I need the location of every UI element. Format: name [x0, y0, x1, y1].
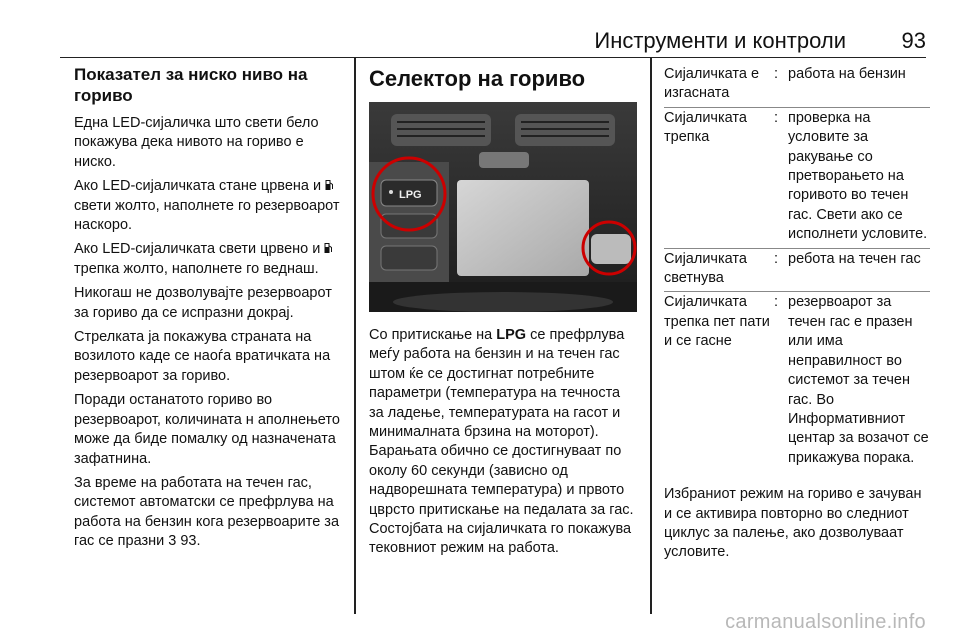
column-divider — [650, 58, 652, 614]
table-cell-colon: : — [774, 250, 779, 267]
column-2 — [369, 64, 637, 564]
paragraph: Ако LED-сијаличката стане црвена и свети жолто, наполнете го резервоарот наскоро. — [74, 178, 340, 234]
watermark: carmanualsonline.info — [725, 611, 926, 633]
table-cell-value: работа на бензин — [788, 66, 906, 82]
paragraph: Никогаш не дозволувајте резервоарот за гориво да се испразни докрај. — [74, 285, 332, 321]
lpg-button-label: LPG — [399, 189, 422, 201]
dashboard-illustration — [369, 102, 637, 312]
table-cell-colon: : — [774, 66, 779, 82]
table-row — [664, 64, 930, 107]
fuel-pump-icon — [325, 179, 333, 191]
table-cell-key: Сијаличката е изгасната — [664, 66, 760, 102]
header-title: Инструменти и контроли — [594, 28, 846, 53]
table-cell-colon: : — [774, 109, 779, 126]
table-cell-colon: : — [774, 294, 779, 311]
table-cell-key: Сијаличката трепка — [664, 109, 747, 146]
table-cell-key: Сијаличката светнува — [664, 250, 747, 287]
paragraph: Стрелката ја покажува страната на возилото каде се наоѓа вратичката на резервоарот за гориво. — [74, 329, 331, 384]
lpg-label: LPG — [496, 327, 527, 343]
fuel-pump-icon — [324, 242, 332, 254]
paragraph: За време на работата на течен гас, системот автоматски се префрлува на работа на бензин кога резервоарите за гас се празни 3 93. — [74, 474, 340, 550]
page-reference-link[interactable]: 3 93. — [168, 533, 201, 550]
paragraph: Поради останатото гориво во резервоарот, количината н аполнењето може да биде помалку од назначената зафатнина. — [74, 392, 340, 467]
table-row — [664, 248, 930, 292]
paragraph: Избраниот режим на гориво е зачуван и се активира повторно во следниот циклус за палење, ако дозволуваат условите. — [664, 486, 922, 561]
table-cell-key: Сијаличката трепка пет пати и се гасне — [664, 294, 770, 350]
column-3 — [664, 64, 930, 568]
section-heading-low-fuel: Показател за ниско ниво на гориво — [74, 65, 308, 105]
column-divider — [354, 58, 356, 614]
page-number: 93 — [901, 28, 926, 53]
column-1 — [74, 64, 346, 557]
section-heading-fuel-selector: Селектор на гориво — [369, 66, 586, 91]
page-header — [60, 26, 926, 58]
paragraph: Една LED-сијаличка што свети бело покажува дека нивото на гориво е ниско. — [74, 115, 319, 170]
table-row — [664, 107, 930, 248]
table-cell-value: проверка на условите за ракување со претворањето на горивото во течен гас. Свети ако се исполнети условите. — [788, 109, 928, 243]
lamp-status-table — [664, 64, 930, 471]
table-cell-value: ребота на течен гас — [788, 250, 921, 267]
table-row — [664, 292, 930, 471]
paragraph: Со притискање на LPG се префрлува меѓу работа на бензин и на течен гас штом ќе се достигнат потребните параметри (температура на течноста за ладење, температурата на гасот и минималната брзина на моторот). Барањата обично се достигнуваат по околу 60 секунди (зависно од надворешната температура) и првото цврсто притискање на педалата за гас. Состојбата на сијаличката го покажува тековниот режим на работа. — [369, 327, 634, 557]
table-cell-value: резервоарот за течен гас е празен или има неправилност во системот за течен гас. Во Информативниот центар за возачот се прикажува порака. — [788, 294, 929, 466]
paragraph: Ако LED-сијаличката свети црвено и трепка жолто, наполнете го веднаш. — [74, 240, 346, 279]
dashboard-photo — [369, 102, 637, 312]
